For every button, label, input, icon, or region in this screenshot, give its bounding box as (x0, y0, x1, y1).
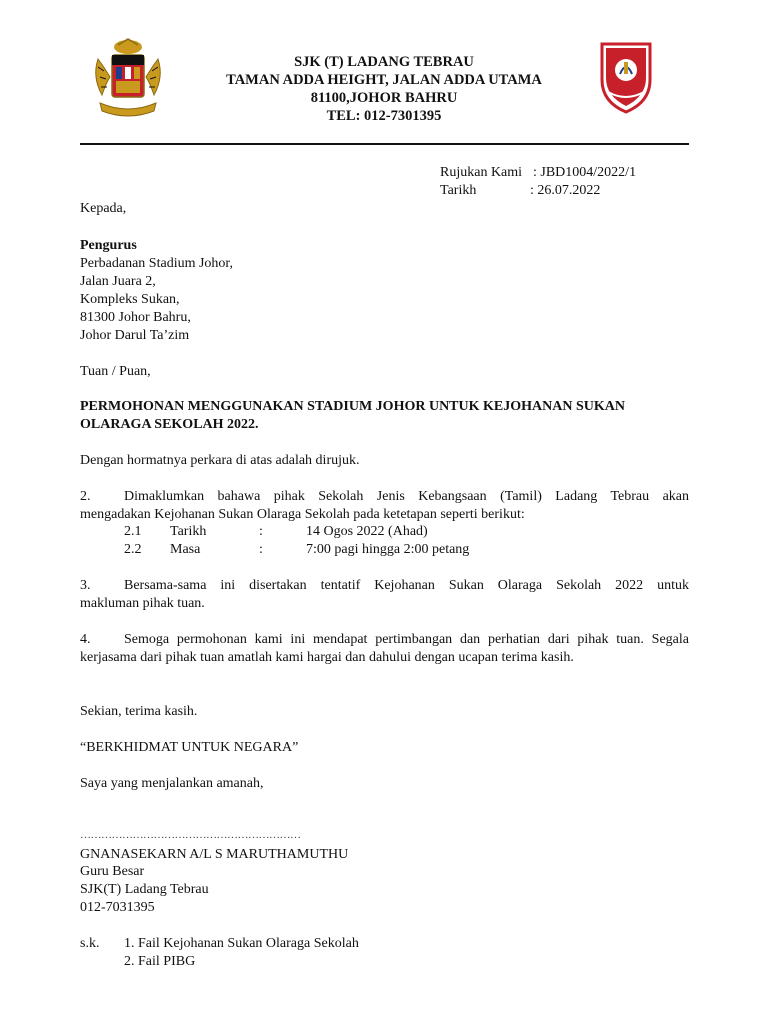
para4-number: 4. (80, 632, 91, 647)
signatory-name: GNANASEKARN A/L S MARUTHAMUTHU (80, 847, 349, 862)
item-value: 7:00 pagi hingga 2:00 petang (306, 542, 470, 557)
header-divider (80, 143, 689, 145)
signatory-phone: 012-7031395 (80, 900, 155, 915)
recipient-line: Kompleks Sukan, (80, 292, 180, 307)
para2-line1: Dimaklumkan bahawa pihak Sekolah Jenis Kebangsaan (Tamil) Ladang Tebrau akan (124, 489, 689, 504)
signatory-position: Guru Besar (80, 864, 145, 879)
para2-line2: mengadakan Kejohanan Sukan Olaraga Sekolah pada ketetapan seperti berikut: (80, 507, 525, 522)
para4-line1: Semoga permohonan kami ini mendapat pertimbangan dan perhatian dari pihak tuan. Segala (124, 632, 689, 647)
date-label: Tarikh (440, 183, 477, 198)
para4-line2: kerjasama dari pihak tuan amatlah kami hargai dan dahului dengan ucapan terima kasih. (80, 650, 574, 665)
school-name: SJK (T) LADANG TEBRAU (294, 54, 474, 70)
signature-dotted-line: ……………………………………………………… (80, 829, 301, 841)
item-label: Tarikh (170, 524, 207, 539)
subject-line1: PERMOHONAN MENGGUNAKAN STADIUM JOHOR UNTUK KEJOHANAN SUKAN (80, 399, 625, 414)
recipient-line: Johor Darul Ta’zim (80, 328, 190, 343)
recipient-to: Kepada, (80, 201, 127, 216)
reference-label: Rujukan Kami (440, 165, 523, 180)
para3-line1: Bersama-sama ini disertakan tentatif Kejohanan Sukan Olaraga Sekolah 2022 untuk (124, 578, 689, 593)
para2-number: 2. (80, 489, 91, 504)
item-value: 14 Ogos 2022 (Ahad) (306, 524, 428, 539)
cc-label: s.k. (80, 936, 100, 951)
item-number: 2.2 (124, 542, 142, 557)
cc-item: 1. Fail Kejohanan Sukan Olaraga Sekolah (124, 936, 359, 951)
recipient-line: 81300 Johor Bahru, (80, 310, 191, 325)
school-telephone: TEL: 012-7301395 (326, 108, 442, 124)
para3-number: 3. (80, 578, 91, 593)
school-address-line1: TAMAN ADDA HEIGHT, JALAN ADDA UTAMA (226, 72, 542, 88)
subject-line2: OLARAGA SEKOLAH 2022. (80, 417, 259, 432)
reference-value: : JBD1004/2022/1 (533, 165, 637, 180)
recipient-title: Pengurus (80, 238, 137, 253)
school-address-line2: 81100,JOHOR BAHRU (310, 90, 458, 106)
recipient-line: Perbadanan Stadium Johor, (80, 256, 234, 271)
closing-motto: “BERKHIDMAT UNTUK NEGARA” (80, 740, 299, 755)
item-label: Masa (170, 542, 201, 557)
recipient-line: Jalan Juara 2, (80, 274, 156, 289)
opening-sentence: Dengan hormatnya perkara di atas adalah dirujuk. (80, 453, 360, 468)
date-value: : 26.07.2022 (530, 183, 601, 198)
para3-line2: makluman pihak tuan. (80, 596, 205, 611)
signatory-school: SJK(T) Ladang Tebrau (80, 882, 209, 897)
item-colon: : (259, 542, 263, 557)
greeting: Tuan / Puan, (80, 364, 151, 379)
cc-item: 2. Fail PIBG (124, 954, 196, 969)
item-number: 2.1 (124, 524, 142, 539)
item-colon: : (259, 524, 263, 539)
closing-trust: Saya yang menjalankan amanah, (80, 776, 264, 791)
closing-thanks: Sekian, terima kasih. (80, 704, 198, 719)
